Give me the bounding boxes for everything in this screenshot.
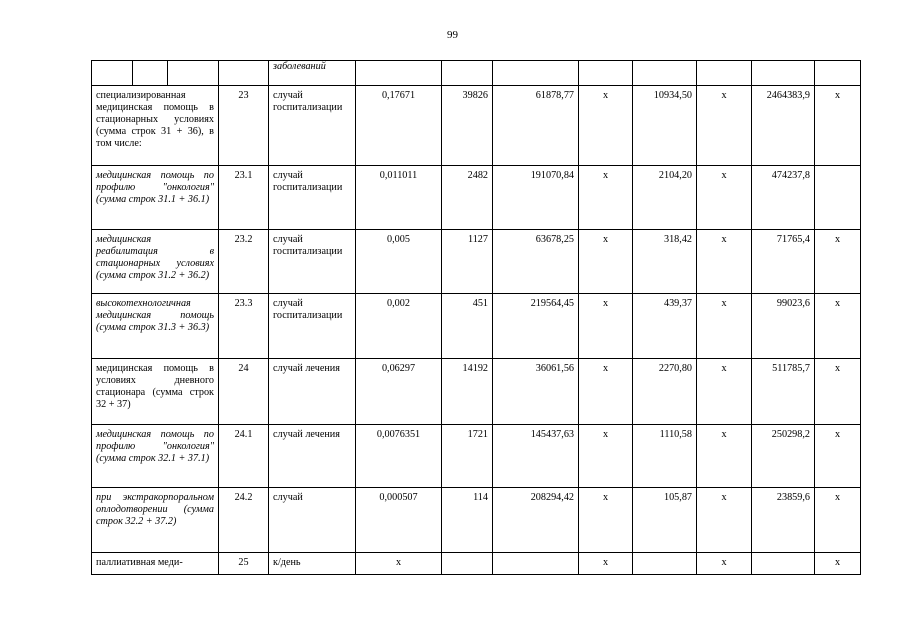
row-name-cell: медицинская помощь по профилю "онкология" (сумма строк 32.1 + 37.1) (92, 425, 219, 488)
unit-header-cell: заболеваний (269, 61, 356, 86)
cost-per-unit-cell (493, 553, 579, 575)
volume-per-capita-cell: 0,0076351 (356, 425, 442, 488)
oms-per-capita-cell: 2270,80 (633, 359, 697, 425)
oms-total-cell: 71765,4 (752, 230, 815, 294)
row-number-cell: 23 (219, 86, 269, 166)
budget-total-cell: х (697, 425, 752, 488)
oms-total-cell: 99023,6 (752, 294, 815, 359)
oms-total-cell: 23859,6 (752, 488, 815, 553)
unit-cell: случай лечения (269, 425, 356, 488)
oms-per-capita-cell (633, 553, 697, 575)
budget-total-cell: х (697, 359, 752, 425)
percent-cell: х (815, 359, 861, 425)
percent-cell: х (815, 488, 861, 553)
row-number-cell: 23.3 (219, 294, 269, 359)
row-number-cell: 24 (219, 359, 269, 425)
volume-total-cell: 39826 (442, 86, 493, 166)
budget-per-capita-cell: х (579, 359, 633, 425)
volume-total-cell: 1721 (442, 425, 493, 488)
percent-cell (815, 166, 861, 230)
budget-total-cell: х (697, 553, 752, 575)
row-number-cell: 23.2 (219, 230, 269, 294)
oms-total-cell: 511785,7 (752, 359, 815, 425)
page-number: 99 (447, 29, 458, 41)
row-name-cell: при экстракорпоральном оплодотворении (сумма строк 32.2 + 37.2) (92, 488, 219, 553)
cost-per-unit-cell: 36061,56 (493, 359, 579, 425)
volume-per-capita-cell: 0,011011 (356, 166, 442, 230)
budget-per-capita-cell: х (579, 425, 633, 488)
volume-per-capita-cell: 0,06297 (356, 359, 442, 425)
budget-total-cell: х (697, 230, 752, 294)
budget-per-capita-cell: х (579, 294, 633, 359)
volume-per-capita-cell: 0,005 (356, 230, 442, 294)
volume-per-capita-cell: 0,002 (356, 294, 442, 359)
budget-per-capita-cell: х (579, 488, 633, 553)
budget-total-cell: х (697, 166, 752, 230)
row-number-cell: 23.1 (219, 166, 269, 230)
cost-per-unit-cell: 208294,42 (493, 488, 579, 553)
unit-cell: случай (269, 488, 356, 553)
row-number-cell: 25 (219, 553, 269, 575)
cost-per-unit-cell: 61878,77 (493, 86, 579, 166)
unit-cell: случай госпитализации (269, 166, 356, 230)
unit-cell: случай лечения (269, 359, 356, 425)
table-header-row (92, 61, 861, 86)
table-row (92, 86, 861, 166)
unit-cell: к/день (269, 553, 356, 575)
percent-cell: х (815, 86, 861, 166)
oms-total-cell: 2464383,9 (752, 86, 815, 166)
name-header-cell (92, 61, 219, 86)
volume-per-capita-cell: 0,000507 (356, 488, 442, 553)
budget-total-cell: х (697, 488, 752, 553)
num-header-cell (219, 61, 269, 86)
cost-per-unit-cell: 145437,63 (493, 425, 579, 488)
percent-cell: х (815, 294, 861, 359)
percent-cell: х (815, 425, 861, 488)
oms-per-capita-cell: 318,42 (633, 230, 697, 294)
table-row (92, 488, 861, 553)
table-row (92, 359, 861, 425)
budget-total-cell: х (697, 294, 752, 359)
row-name-cell: медицинская реабилитация в стационарных условиях (сумма строк 31.2 + 36.2) (92, 230, 219, 294)
percent-cell: х (815, 553, 861, 575)
oms-per-capita-cell: 2104,20 (633, 166, 697, 230)
volume-total-cell: 114 (442, 488, 493, 553)
unit-cell: случай госпитализации (269, 294, 356, 359)
table-row (92, 294, 861, 359)
unit-cell: случай госпитализации (269, 230, 356, 294)
volume-per-capita-cell: х (356, 553, 442, 575)
oms-per-capita-cell: 1110,58 (633, 425, 697, 488)
row-name-cell: специализированная медицинская помощь в стационарных условиях (сумма строк 31 + 36), в том числе: (92, 86, 219, 166)
volume-total-cell (442, 553, 493, 575)
row-number-cell: 24.2 (219, 488, 269, 553)
oms-total-cell (752, 553, 815, 575)
budget-per-capita-cell: х (579, 86, 633, 166)
cost-per-unit-cell: 219564,45 (493, 294, 579, 359)
table-row (92, 553, 861, 575)
oms-per-capita-cell: 10934,50 (633, 86, 697, 166)
cost-per-unit-cell: 63678,25 (493, 230, 579, 294)
volume-total-cell: 451 (442, 294, 493, 359)
row-name-cell: высокотехнологичная медицинская помощь (сумма строк 31.3 + 36.3) (92, 294, 219, 359)
volume-per-capita-cell: 0,17671 (356, 86, 442, 166)
row-name-cell: медицинская помощь в условиях дневного стационара (сумма строк 32 + 37) (92, 359, 219, 425)
budget-per-capita-cell: х (579, 166, 633, 230)
table-row (92, 425, 861, 488)
budget-per-capita-cell: х (579, 230, 633, 294)
row-number-cell: 24.1 (219, 425, 269, 488)
oms-total-cell: 250298,2 (752, 425, 815, 488)
percent-cell: х (815, 230, 861, 294)
table-row (92, 166, 861, 230)
row-name-cell: паллиативная меди- (92, 553, 219, 575)
volume-total-cell: 2482 (442, 166, 493, 230)
cost-per-unit-cell: 191070,84 (493, 166, 579, 230)
budget-total-cell: х (697, 86, 752, 166)
unit-cell: случай госпитализации (269, 86, 356, 166)
volume-total-cell: 1127 (442, 230, 493, 294)
oms-per-capita-cell: 439,37 (633, 294, 697, 359)
budget-per-capita-cell: х (579, 553, 633, 575)
table-row (92, 230, 861, 294)
oms-per-capita-cell: 105,87 (633, 488, 697, 553)
volume-total-cell: 14192 (442, 359, 493, 425)
data-table (91, 60, 861, 575)
row-name-cell: медицинская помощь по профилю "онкология" (сумма строк 31.1 + 36.1) (92, 166, 219, 230)
oms-total-cell: 474237,8 (752, 166, 815, 230)
